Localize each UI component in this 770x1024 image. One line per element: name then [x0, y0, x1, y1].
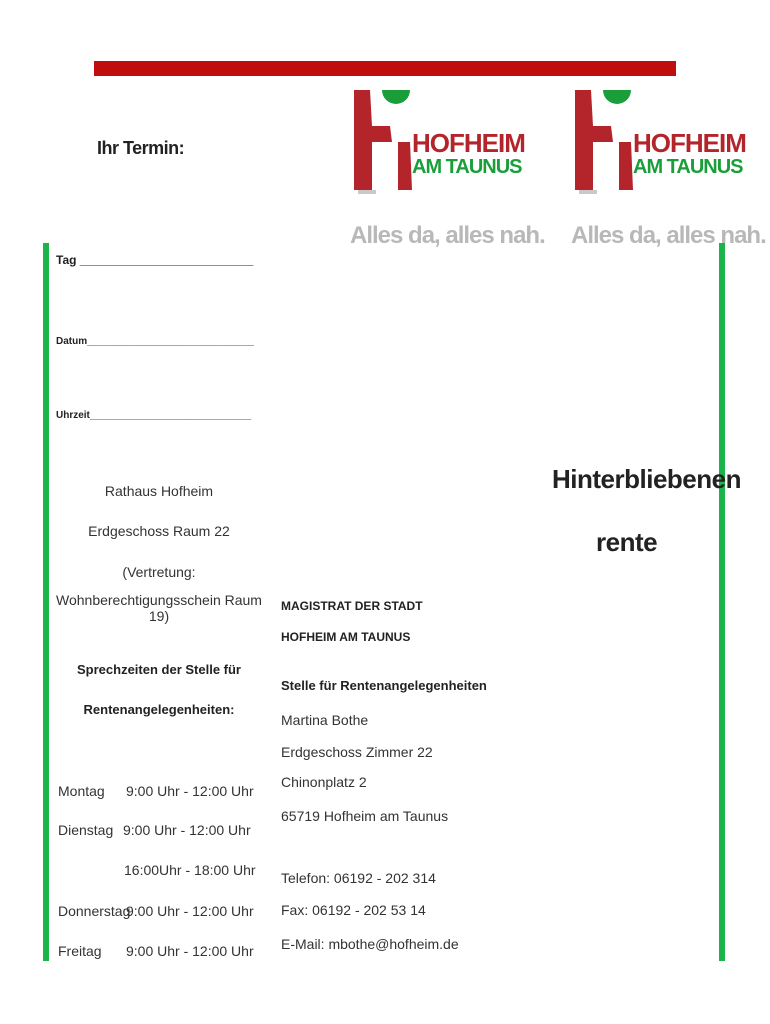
contact-street: Chinonplatz 2	[281, 774, 367, 790]
date-field[interactable]	[56, 336, 254, 347]
hours-day: Freitag	[58, 943, 102, 959]
contact-fax: Fax: 06192 - 202 53 14	[281, 902, 426, 918]
contact-name: Martina Bothe	[281, 712, 369, 728]
hours-day: Dienstag	[58, 822, 114, 838]
hours-time: 9:00 Uhr - 12:00 Uhr	[126, 783, 254, 799]
appointment-heading: Ihr Termin:	[97, 138, 185, 158]
day-line: ________________________	[79, 252, 254, 267]
contact-org-1: MAGISTRAT DER STADT	[281, 599, 423, 613]
logo-word-hofheim: HOFHEIM	[412, 128, 525, 158]
hours-time: 9:00 Uhr - 12:00 Uhr	[126, 903, 254, 919]
hours-day: Montag	[58, 783, 105, 799]
hofheim-emblem-icon	[571, 86, 641, 198]
right-green-rule	[719, 243, 725, 961]
hours-heading-2: Rentenangelegenheiten:	[83, 702, 235, 717]
title-line-1: Hinterbliebenen	[552, 464, 741, 494]
date-line: ______________________________	[87, 336, 254, 347]
contact-city: 65719 Hofheim am Taunus	[281, 808, 449, 824]
location-line-2: Erdgeschoss Raum 22	[88, 523, 230, 539]
day-label: Tag	[56, 253, 77, 267]
hours-time: 16:00Uhr - 18:00 Uhr	[124, 862, 256, 878]
title-line-2: rente	[596, 527, 658, 557]
top-red-bar	[94, 61, 676, 76]
location-line-3: (Vertretung:	[122, 564, 196, 580]
logo-wordmark	[633, 130, 746, 178]
time-field[interactable]	[56, 410, 251, 421]
hours-day: Donnerstag	[58, 903, 131, 919]
time-line: _____________________________	[89, 410, 252, 421]
logo-slogan: Alles da, alles nah.	[571, 222, 766, 249]
logo-word-hofheim: HOFHEIM	[633, 128, 746, 158]
day-field[interactable]	[56, 252, 253, 267]
hours-heading-1: Sprechzeiten der Stelle für	[77, 662, 241, 677]
logo-slogan: Alles da, alles nah.	[350, 222, 545, 249]
contact-org-2: HOFHEIM AM TAUNUS	[281, 630, 411, 644]
contact-email[interactable]: E-Mail: mbothe@hofheim.de	[281, 936, 459, 952]
hofheim-logo-left	[350, 86, 545, 256]
time-label: Uhrzeit	[56, 410, 90, 421]
contact-room: Erdgeschoss Zimmer 22	[281, 744, 433, 760]
hofheim-emblem-icon	[350, 86, 420, 198]
location-line-1: Rathaus Hofheim	[104, 483, 214, 499]
contact-department: Stelle für Rentenangelegenheiten	[281, 678, 487, 693]
date-label: Datum	[56, 336, 88, 347]
logo-word-am-taunus: AM TAUNUS	[412, 156, 522, 178]
logo-wordmark	[412, 130, 525, 178]
location-line-4: Wohnberechtigungsschein Raum 19)	[56, 592, 262, 624]
hofheim-logo-right	[571, 86, 766, 256]
hours-time: 9:00 Uhr - 12:00 Uhr	[126, 943, 254, 959]
logo-word-am-taunus: AM TAUNUS	[633, 156, 743, 178]
hours-time: 9:00 Uhr - 12:00 Uhr	[123, 822, 251, 838]
contact-phone: Telefon: 06192 - 202 314	[281, 870, 436, 886]
